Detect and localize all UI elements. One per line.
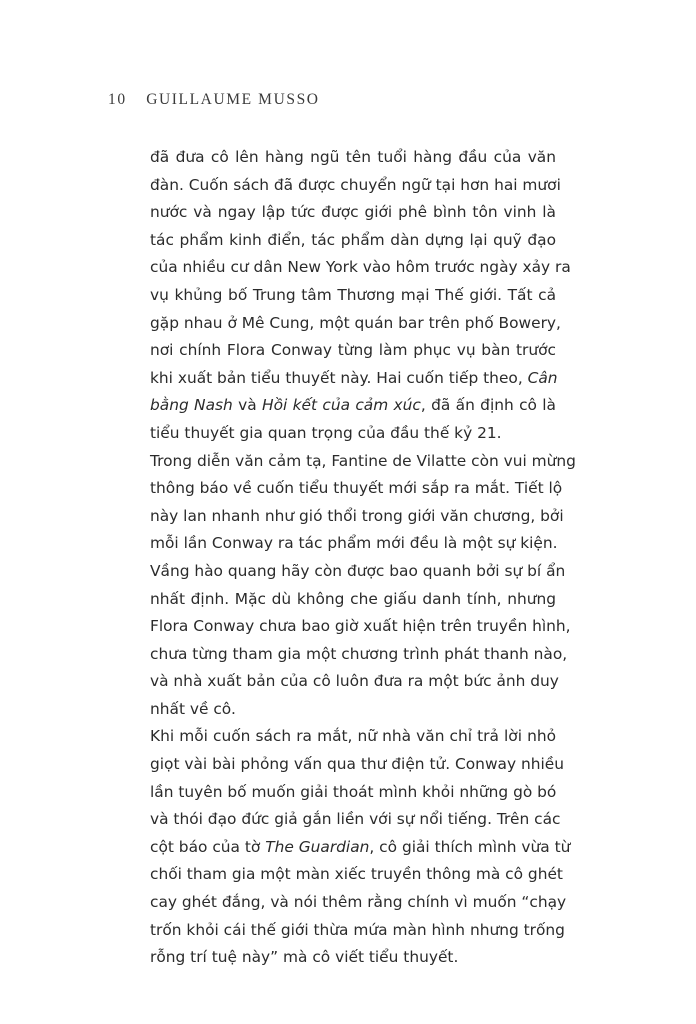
text-line	[150, 227, 556, 255]
text-run: cột báo của tờ	[150, 837, 266, 856]
text-line	[150, 199, 556, 227]
text-line	[150, 365, 556, 393]
text-line	[150, 282, 556, 310]
italic-title: Cân	[527, 368, 558, 387]
text-run: nước và ngay lập tức được giới phê bình tôn vinh là	[150, 203, 556, 222]
text-run: , cô giải thích mình vừa từ	[369, 837, 571, 856]
text-run: này lan nhanh như gió thổi trong giới văn chương, bởi	[150, 506, 564, 525]
italic-title: Hồi kết của cảm xúc	[262, 396, 421, 415]
text-run: nhất định. Mặc dù không che giấu danh tính, nhưng	[150, 589, 556, 608]
text-line	[150, 861, 563, 889]
text-run: , đã ấn định cô là	[420, 396, 556, 415]
text-line	[150, 806, 561, 834]
text-run: tiểu thuyết gia quan trọng của đầu thế kỷ 21.	[150, 423, 502, 442]
text-run: và nhà xuất bản của cô luôn đưa ra một bức ảnh duy	[150, 672, 559, 691]
text-run: đàn. Cuốn sách đã được chuyển ngữ tại hơn hai mươi	[150, 175, 561, 194]
text-line	[150, 310, 561, 338]
text-run: cay ghét đắng, và nói thêm rằng chính vì muốn “chạy	[150, 893, 567, 912]
italic-title: bằng Nash	[150, 396, 233, 415]
text-run: chưa từng tham gia một chương trình phát thanh nào,	[150, 644, 568, 663]
text-line	[150, 723, 556, 751]
text-line	[150, 917, 565, 945]
text-run: rỗng trí tuệ này” mà cô viết tiểu thuyết.	[150, 948, 459, 967]
text-line	[150, 944, 556, 972]
text-line	[150, 834, 571, 862]
text-run: Trong diễn văn cảm tạ, Fantine de Vilatte còn vui mừng	[150, 451, 576, 470]
text-run: vụ khủng bố Trung tâm Thương mại Thế giới. Tất cả	[150, 285, 556, 304]
text-run: tác phẩm kinh điển, tác phẩm dàn dựng lại quỹ đạo	[150, 230, 556, 249]
text-line	[150, 613, 571, 641]
text-line	[150, 779, 556, 807]
text-line	[150, 530, 556, 558]
text-line	[150, 448, 576, 476]
text-run: thông báo về cuốn tiểu thuyết mới sắp ra mắt. Tiết lộ	[150, 479, 563, 498]
text-run: gặp nhau ở Mê Cung, một quán bar trên phố Bowery,	[150, 313, 561, 332]
page-number: 10	[108, 91, 127, 108]
text-line	[150, 254, 571, 282]
paragraph	[150, 558, 571, 724]
text-line	[150, 144, 556, 172]
text-line	[150, 420, 556, 448]
text-run: đã đưa cô lên hàng ngũ tên tuổi hàng đầu của văn	[150, 148, 556, 166]
text-run: nhất về cô.	[150, 699, 236, 718]
text-line	[150, 889, 567, 917]
paragraph	[150, 448, 576, 558]
text-line	[150, 641, 568, 669]
text-line	[150, 392, 556, 420]
text-line	[150, 696, 556, 724]
text-run: chối tham gia một màn xiếc truyền thông mà cô ghét	[150, 865, 563, 884]
text-line	[150, 172, 561, 200]
text-run: Khi mỗi cuốn sách ra mắt, nữ nhà văn chỉ trả lời nhỏ	[150, 727, 556, 746]
text-line	[150, 475, 563, 503]
text-run: mỗi lần Conway ra tác phẩm mới đều là một sự kiện.	[150, 534, 558, 553]
text-run: khi xuất bản tiểu thuyết này. Hai cuốn tiếp theo,	[150, 368, 528, 387]
paragraph	[150, 723, 571, 971]
text-line	[150, 586, 556, 614]
text-run: nơi chính Flora Conway từng làm phục vụ bàn trước	[150, 341, 556, 360]
italic-title: The Guardian	[265, 837, 370, 856]
text-run: trốn khỏi cái thế giới thừa mứa màn hình nhưng trống	[150, 920, 565, 939]
running-head	[108, 91, 320, 109]
text-run: lần tuyên bố muốn giải thoát mình khỏi những gò bó	[150, 782, 557, 801]
text-run: và thói đạo đức giả gắn liền với sự nổi tiếng. Trên các	[150, 810, 561, 829]
text-line	[150, 503, 564, 531]
text-run: giọt vài bài phỏng vấn qua thư điện tử. Conway nhiều	[150, 755, 564, 774]
text-line	[150, 751, 564, 779]
text-run: và	[232, 396, 262, 415]
text-run: Vầng hào quang hãy còn được bao quanh bởi sự bí ẩn	[150, 561, 566, 580]
text-line	[150, 558, 566, 586]
text-line	[150, 668, 559, 696]
body-text	[150, 144, 576, 972]
paragraph	[150, 144, 571, 448]
text-line	[150, 337, 556, 365]
text-run: Flora Conway chưa bao giờ xuất hiện trên truyền hình,	[150, 617, 571, 636]
author-name: GUILLAUME MUSSO	[146, 91, 320, 108]
text-run: của nhiều cư dân New York vào hôm trước ngày xảy ra	[150, 258, 571, 277]
